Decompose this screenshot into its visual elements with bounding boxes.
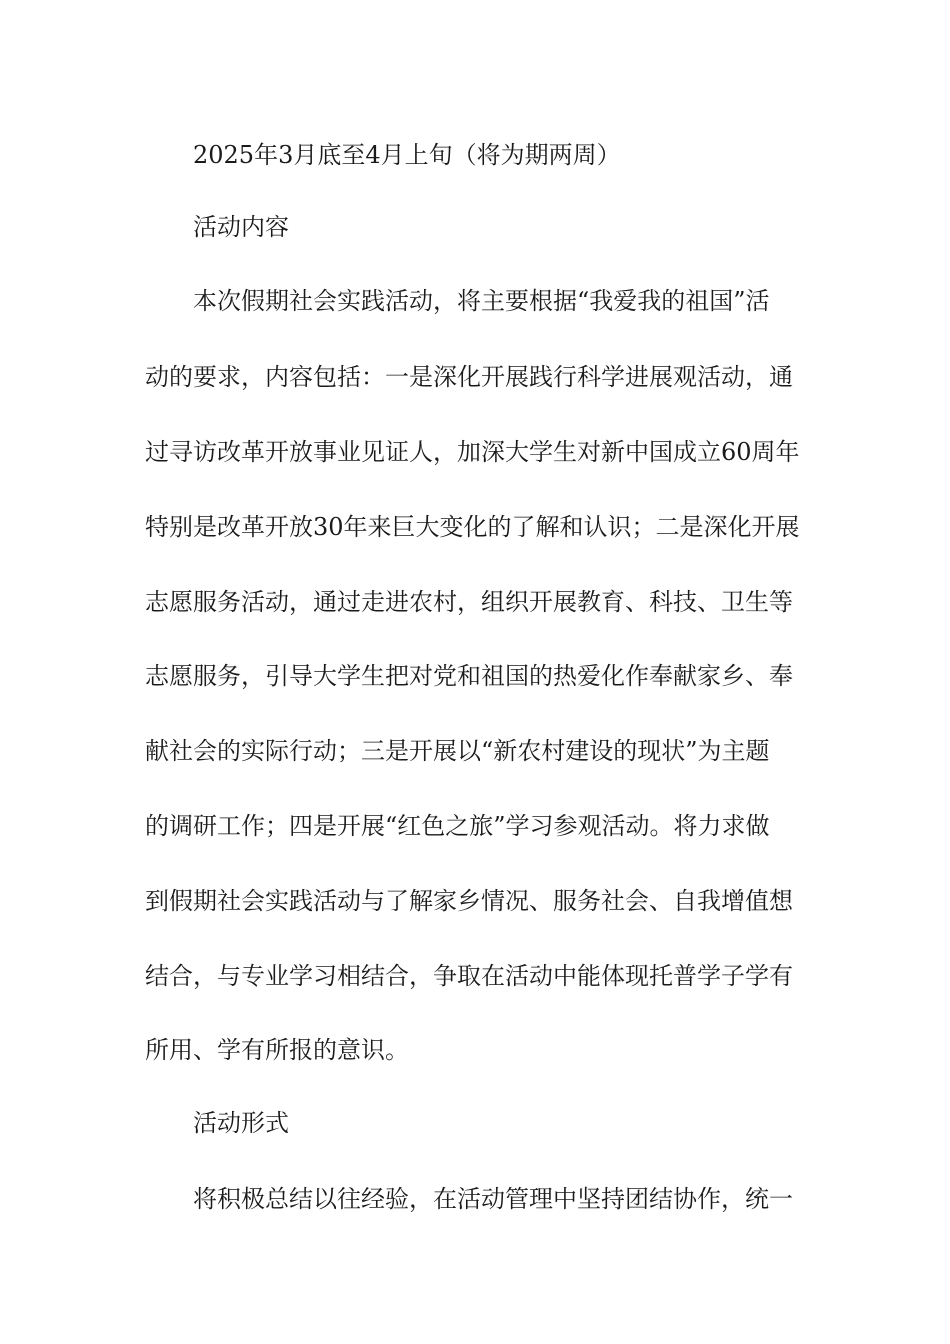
paragraph-line: 动的要求，内容包括：一是深化开展践行科学进展观活动，通 <box>145 363 793 391</box>
section-heading-form: 活动形式 <box>193 1109 289 1137</box>
paragraph-line: 将积极总结以往经验，在活动管理中坚持团结协作，统一 <box>193 1185 793 1213</box>
paragraph-line: 志愿服务，引导大学生把对党和祖国的热爱化作奉献家乡、奉 <box>145 662 793 690</box>
paragraph-line: 特别是改革开放30年来巨大变化的了解和认识；二是深化开展 <box>145 513 800 541</box>
paragraph-line: 结合，与专业学习相结合，争取在活动中能体现托普学子学有 <box>145 962 793 990</box>
date-line: 2025年3月底至4月上旬（将为期两周） <box>193 141 621 169</box>
paragraph-line: 的调研工作；四是开展“红色之旅”学习参观活动。将力求做 <box>145 812 770 840</box>
paragraph-line: 本次假期社会实践活动，将主要根据“我爱我的祖国”活 <box>193 287 770 315</box>
paragraph-line: 献社会的实际行动；三是开展以“新农村建设的现状”为主题 <box>145 737 770 765</box>
paragraph-line: 过寻访改革开放事业见证人，加深大学生对新中国成立60周年 <box>145 438 800 466</box>
section-heading-content: 活动内容 <box>193 213 289 241</box>
paragraph-line: 所用、学有所报的意识。 <box>145 1036 409 1064</box>
paragraph-line: 志愿服务活动，通过走进农村，组织开展教育、科技、卫生等 <box>145 588 793 616</box>
paragraph-line: 到假期社会实践活动与了解家乡情况、服务社会、自我增值想 <box>145 887 793 915</box>
